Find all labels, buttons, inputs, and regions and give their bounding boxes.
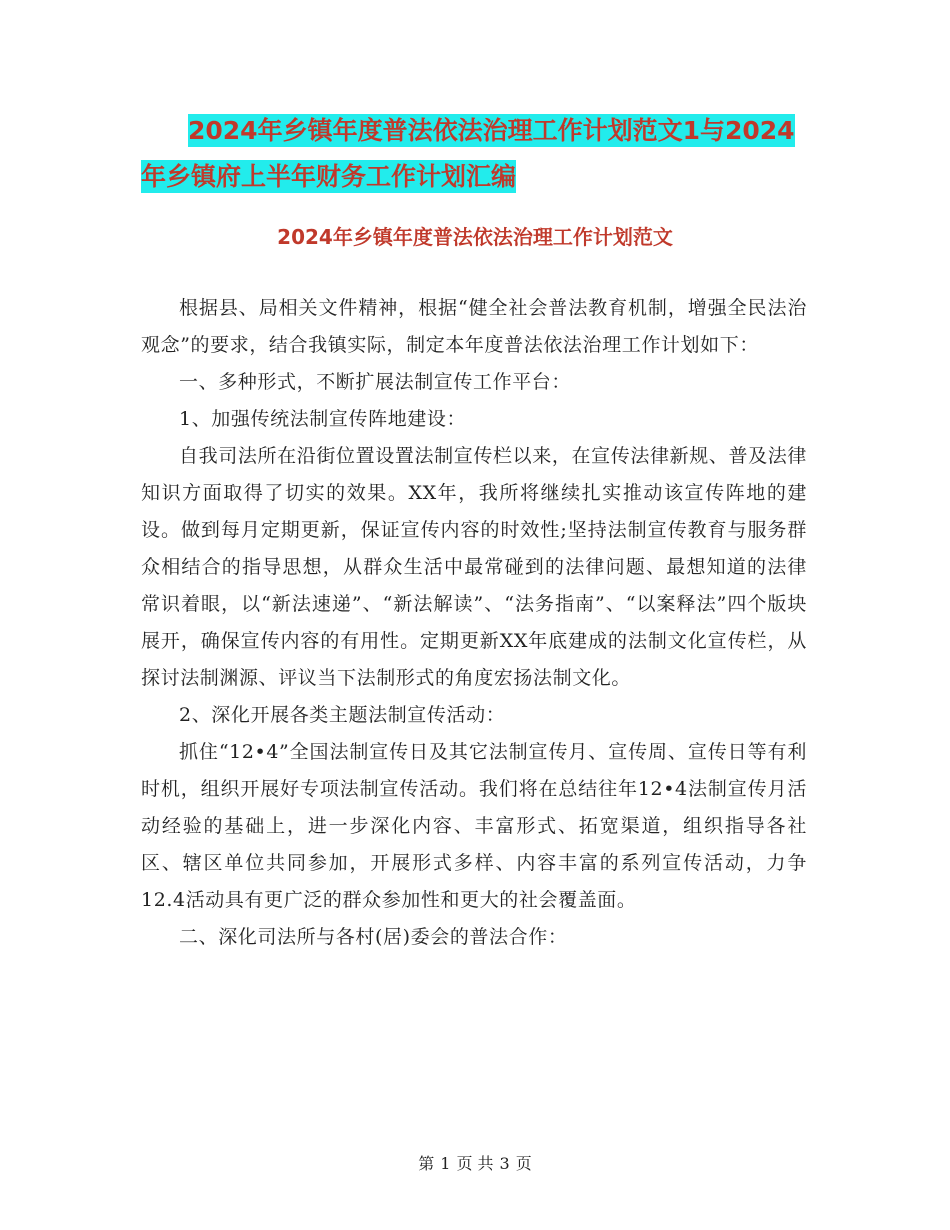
- page-footer: [0, 1152, 950, 1176]
- paragraph-item-2-body: 抓住“12•4”全国法制宣传日及其它法制宣传月、宣传周、宣传日等有利时机，组织开展好专项法制宣传活动。我们将在总结往年12•4法制宣传月活动经验的基础上，进一步深化内容、丰富形式、拓宽渠道，组织指导各社区、辖区单位共同参加，开展形式多样、内容丰富的系列宣传活动，力争12.4活动具有更广泛的群众参加性和更大的社会覆盖面。: [141, 741, 807, 911]
- title-line-1-text: 2024年乡镇年度普法依法治理工作计划范文1与2024: [188, 116, 795, 145]
- footer-page-number: 1: [440, 1154, 451, 1173]
- paragraph-section-1-heading: 一、多种形式，不断扩展法制宣传工作平台：: [179, 371, 572, 393]
- footer-middle: 页 共: [456, 1154, 494, 1173]
- title-line-2: [141, 154, 516, 200]
- paragraph-section-2-heading: 二、深化司法所与各村(居)委会的普法合作：: [179, 926, 568, 948]
- paragraph-item-1-heading: 1、加强传统法制宣传阵地建设：: [179, 408, 467, 430]
- body-text: [141, 290, 807, 956]
- title-line-2-text: 年乡镇府上半年财务工作计划汇编: [141, 162, 517, 191]
- paragraph-intro: 根据县、局相关文件精神，根据“健全社会普法教育机制，增强全民法治观念”的要求，结合我镇实际，制定本年度普法依法治理工作计划如下：: [141, 297, 807, 356]
- section-heading: 2024年乡镇年度普法依法治理工作计划范文: [277, 225, 673, 249]
- paragraph-item-2-heading: 2、深化开展各类主题法制宣传活动：: [179, 704, 506, 726]
- title-line-1: [188, 108, 795, 154]
- footer-suffix: 页: [515, 1154, 532, 1173]
- paragraph-item-1-body: 自我司法所在沿街位置设置法制宣传栏以来，在宣传法律新规、普及法律知识方面取得了切实的效果。XX年，我所将继续扎实推动该宣传阵地的建设。做到每月定期更新，保证宣传内容的时效性;坚持法制宣传教育与服务群众相结合的指导思想，从群众生活中最常碰到的法律问题、最想知道的法律常识着眼，以“新法速递”、“新法解读”、“法务指南”、“以案释法”四个版块展开，确保宣传内容的有用性。定期更新XX年底建成的法制文化宣传栏，从探讨法制渊源、评议当下法制形式的角度宏扬法制文化。: [141, 445, 807, 689]
- footer-total-pages: 3: [499, 1154, 510, 1173]
- footer-prefix: 第: [418, 1154, 435, 1173]
